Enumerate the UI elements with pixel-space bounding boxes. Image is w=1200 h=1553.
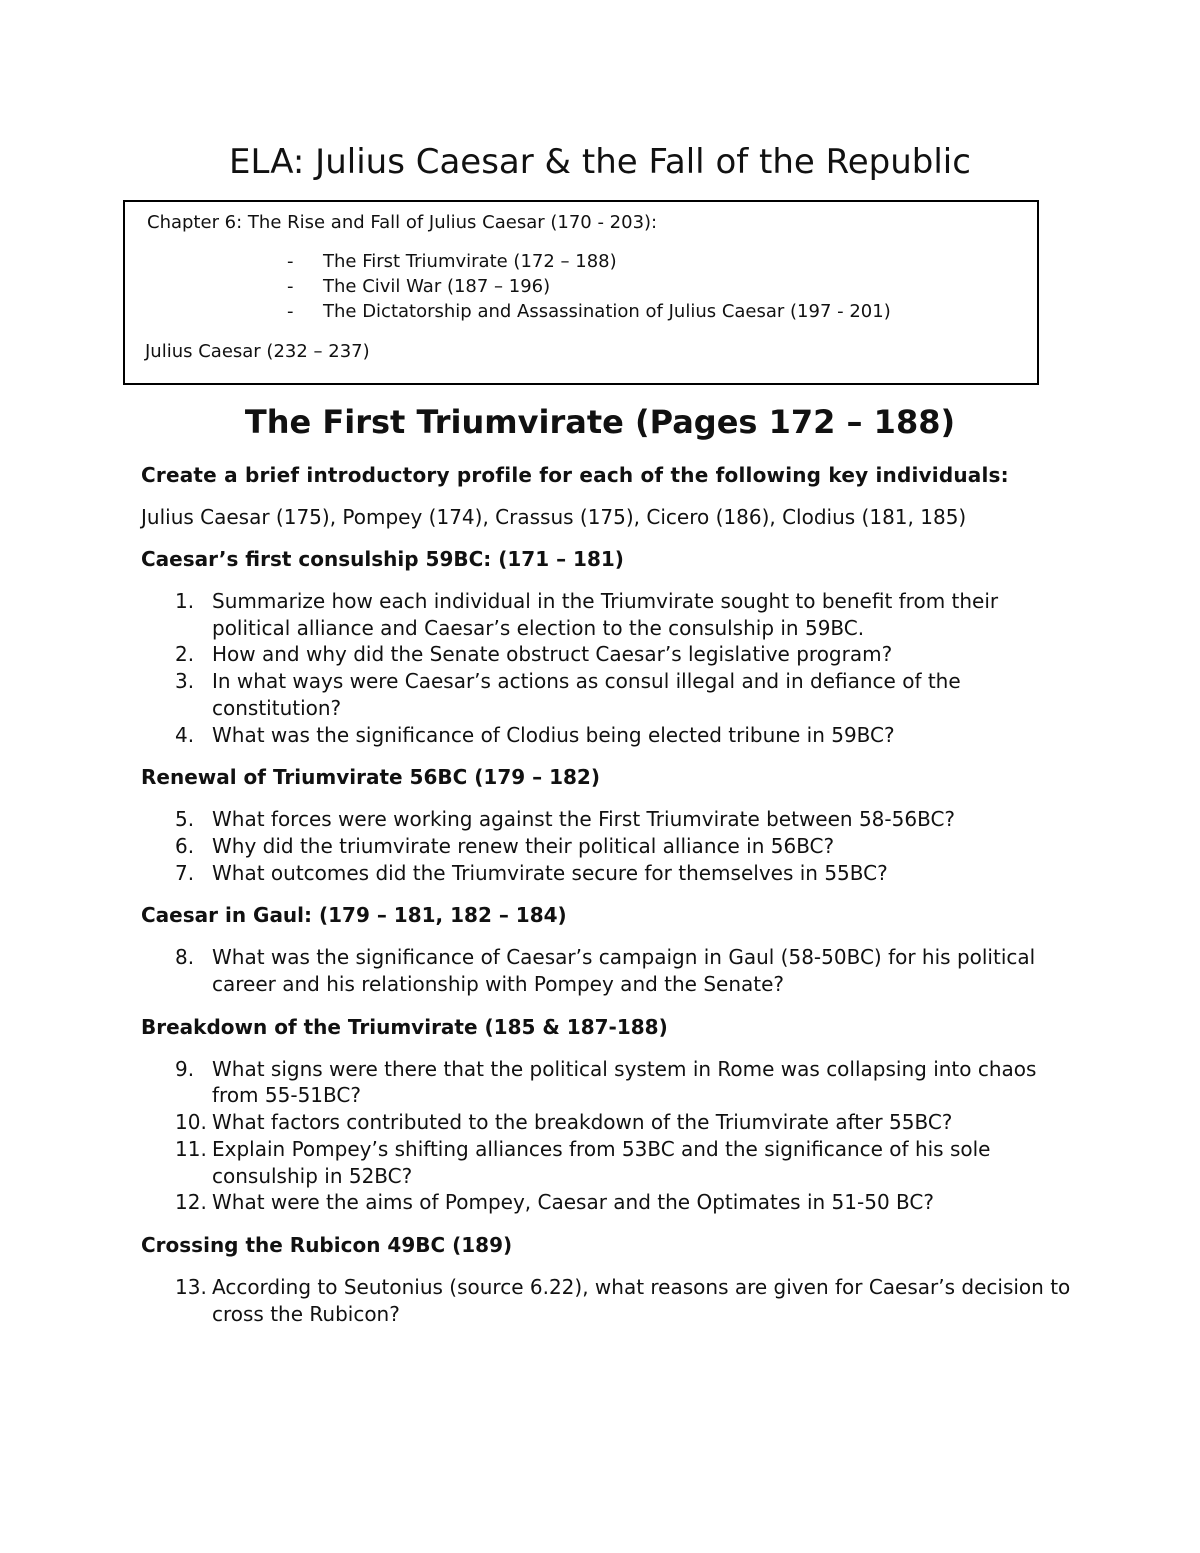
- chapter-topic-item: - The Civil War (187 – 196): [287, 276, 551, 297]
- question-number: 3.: [175, 669, 195, 694]
- question-number: 8.: [175, 945, 195, 970]
- section-title: The First Triumvirate (Pages 172 – 188): [244, 403, 956, 441]
- page-title: ELA: Julius Caesar & the Fall of the Republic: [229, 142, 971, 182]
- question-number: 9.: [175, 1056, 195, 1081]
- question-text: In what ways were Caesar’s actions as consul illegal and in defiance of the constitution?: [212, 669, 961, 720]
- subheading: Breakdown of the Triumvirate (185 & 187-188): [141, 1014, 668, 1039]
- question-text: According to Seutonius (source 6.22), what reasons are given for Caesar’s decision to cross the Rubicon?: [212, 1274, 1071, 1326]
- chapter-topic-item: - The Dictatorship and Assassination of Julius Caesar (197 - 201): [287, 301, 891, 322]
- section-content: [141, 462, 1071, 1327]
- question-number: 11.: [175, 1136, 207, 1161]
- dash-bullet: -: [287, 276, 294, 297]
- question-item: [141, 588, 1071, 641]
- dash-bullet: -: [287, 251, 294, 272]
- question-item: [141, 944, 1071, 997]
- subheading: Caesar’s first consulship 59BC: (171 – 181): [141, 547, 624, 571]
- question-list: [141, 944, 1071, 997]
- chapter-heading: Chapter 6: The Rise and Fall of Julius Caesar (170 - 203):: [147, 212, 658, 233]
- question-item: [141, 860, 1071, 887]
- question-text: Why did the triumvirate renew their political alliance in 56BC?: [212, 833, 835, 858]
- chapter-topic-list: [287, 249, 891, 324]
- question-item: [141, 806, 1071, 833]
- question-item: [141, 641, 1071, 668]
- question-item: [141, 1056, 1071, 1109]
- question-number: 2.: [175, 642, 195, 667]
- question-item: [141, 722, 1071, 749]
- question-number: 12.: [175, 1190, 207, 1215]
- question-text: What was the significance of Clodius being elected tribune in 59BC?: [212, 722, 895, 747]
- chapter-extra-reading: Julius Caesar (232 – 237): [145, 341, 370, 362]
- subheading: Renewal of Triumvirate 56BC (179 – 182): [141, 765, 600, 790]
- question-item: [141, 1274, 1071, 1327]
- question-item: [141, 668, 1071, 721]
- instruction-text: Create a brief introductory profile for each of the following key individuals:: [141, 463, 1009, 487]
- question-list: [141, 1056, 1071, 1216]
- question-list: [141, 588, 1071, 748]
- question-text: How and why did the Senate obstruct Caesar’s legislative program?: [212, 642, 893, 667]
- question-list: [141, 1274, 1071, 1327]
- question-item: [141, 833, 1071, 860]
- question-text: What forces were working against the First Triumvirate between 58-56BC?: [212, 807, 956, 832]
- question-list: [141, 806, 1071, 886]
- question-number: 10.: [175, 1110, 207, 1135]
- question-item: [141, 1109, 1071, 1136]
- question-text: What signs were there that the political system in Rome was collapsing into chaos from 55-51BC?: [212, 1056, 1037, 1108]
- question-number: 13.: [175, 1274, 207, 1299]
- question-number: 7.: [175, 860, 195, 885]
- question-text: What was the significance of Caesar’s campaign in Gaul (58-50BC) for his political career and his relationship with Pompey and the Senate?: [212, 945, 1036, 997]
- chapter-topic-item: - The First Triumvirate (172 – 188): [287, 251, 617, 272]
- subheading: Crossing the Rubicon 49BC (189): [141, 1232, 513, 1257]
- question-text: What factors contributed to the breakdown of the Triumvirate after 55BC?: [212, 1110, 953, 1135]
- question-item: [141, 1189, 1071, 1216]
- question-text: What outcomes did the Triumvirate secure for themselves in 55BC?: [212, 860, 888, 885]
- question-number: 5.: [175, 807, 195, 832]
- question-number: 4.: [175, 722, 195, 747]
- question-text: Explain Pompey’s shifting alliances from 53BC and the significance of his sole consulship in 52BC?: [212, 1136, 991, 1188]
- question-item: [141, 1136, 1071, 1189]
- question-number: 1.: [175, 589, 195, 613]
- subheading: Caesar in Gaul: (179 – 181, 182 – 184): [141, 903, 567, 928]
- question-text: What were the aims of Pompey, Caesar and the Optimates in 51-50 BC?: [212, 1190, 934, 1215]
- chapter-summary-box: [123, 200, 1039, 385]
- question-number: 6.: [175, 833, 195, 858]
- dash-bullet: -: [287, 301, 294, 322]
- key-individuals-list: Julius Caesar (175), Pompey (174), Crassus (175), Cicero (186), Clodius (181, 185): [141, 505, 967, 529]
- question-text: Summarize how each individual in the Triumvirate sought to benefit from their political alliance and Caesar’s election to the consulship in 59BC.: [212, 589, 999, 640]
